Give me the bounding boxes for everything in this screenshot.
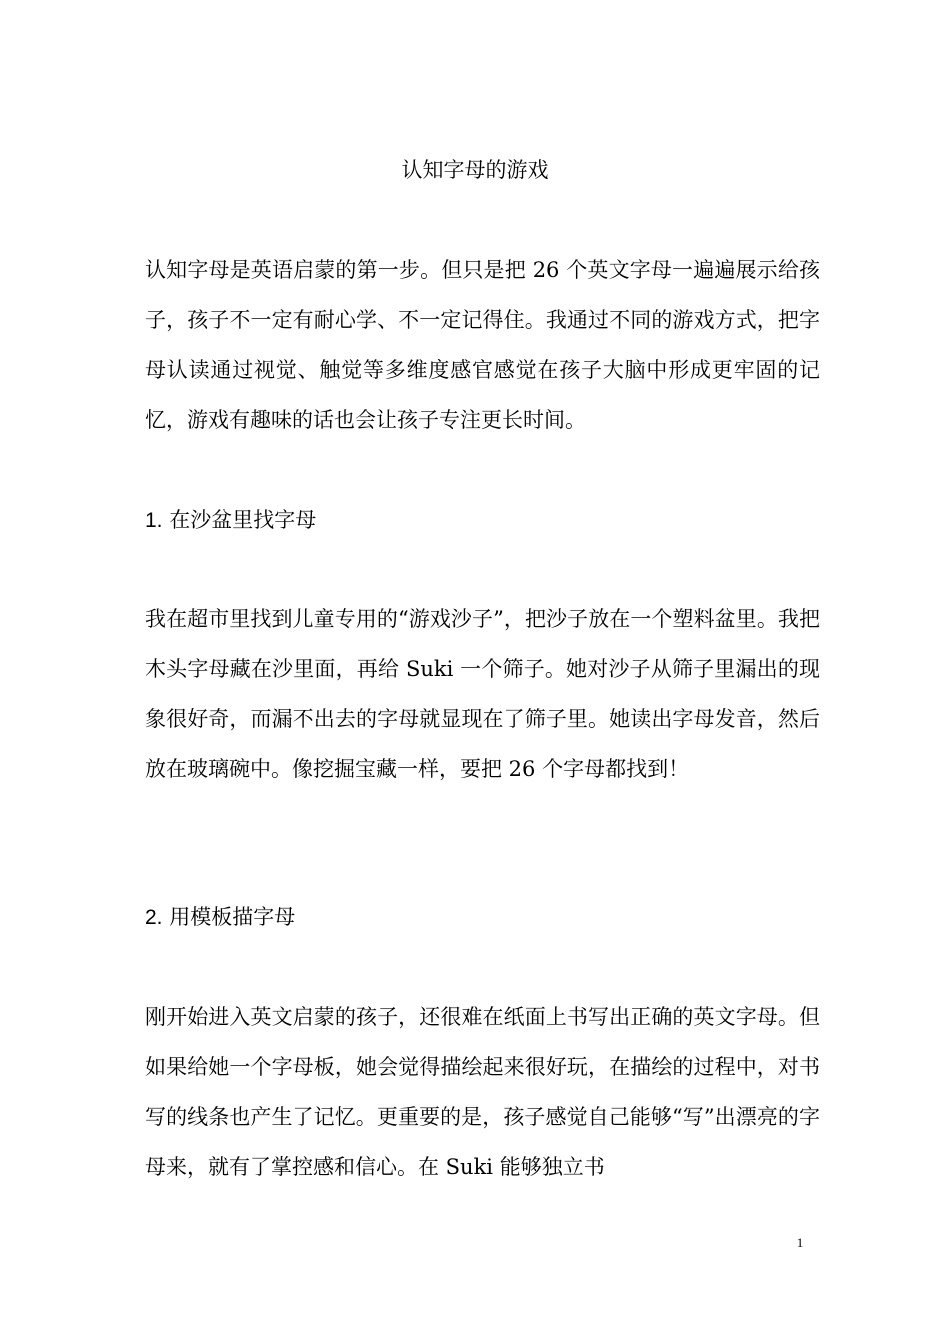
page-number: 1 (796, 1235, 804, 1250)
intro-paragraph: 认知字母是英语启蒙的第一步。但只是把 26 个英文字母一遍遍展示给孩子，孩子不一定有耐心学、不一定记得住。我通过不同的游戏方式，把字母认读通过视觉、触觉等多维度感官感觉在孩子大脑中形成更牢固的记忆，游戏有趣味的话也会让孩子专注更长时间。 (145, 258, 820, 432)
section-heading-1 (145, 500, 316, 541)
document-title: 认知字母的游戏 (401, 158, 549, 182)
section-body-1: 我在超市里找到儿童专用的“游戏沙子”，把沙子放在一个塑料盆里。我把木头字母藏在沙里面，再给 Suki 一个筛子。她对沙子从筛子里漏出的现象很好奇，而漏不出去的字母就显现在了筛子里。她读出字母发音，然后放在玻璃碗中。像挖掘宝藏一样，要把 26 个字母都找到！ (145, 607, 820, 781)
section-number: 1. (145, 509, 163, 532)
section-title: 在沙盆里找字母 (169, 508, 317, 532)
section-title: 用模板描字母 (169, 905, 296, 929)
section-heading-2 (145, 897, 295, 938)
section-body-2: 刚开始进入英文启蒙的孩子，还很难在纸面上书写出正确的英文字母。但如果给她一个字母板，她会觉得描绘起来很好玩，在描绘的过程中，对书写的线条也产生了记忆。更重要的是，孩子感觉自己能够“写”出漂亮的字母来，就有了掌控感和信心。在 Suki 能够独立书 (145, 1005, 820, 1179)
section-number: 2. (145, 906, 163, 929)
